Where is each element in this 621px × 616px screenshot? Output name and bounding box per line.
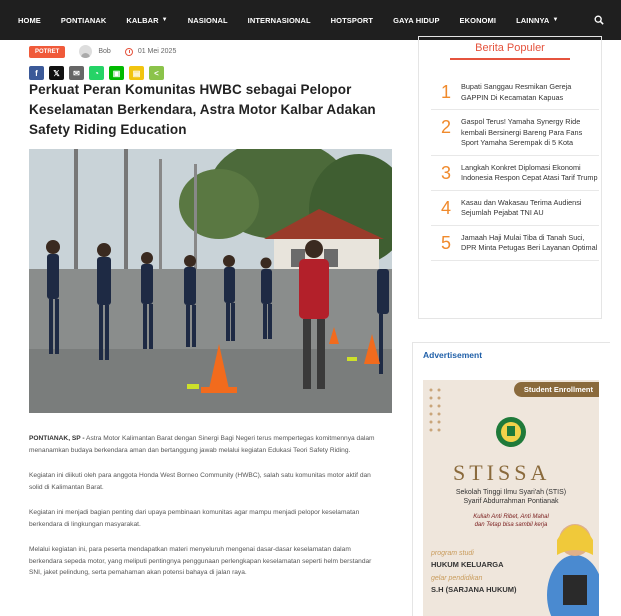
popular-item[interactable] (431, 110, 599, 156)
chevron-down-icon: ▼ (161, 17, 168, 23)
ad-degree-label: gelar pendidikan (431, 575, 483, 582)
line-icon: ▣ (112, 68, 121, 78)
popular-headline[interactable]: Jamaah Haji Mulai Tiba di Tanah Suci, DPR Minta Petugas Beri Layanan Optimal (461, 232, 598, 252)
nav-item-nasional[interactable]: NASIONAL (187, 15, 228, 25)
article-meta (29, 45, 176, 58)
article-body (29, 433, 384, 593)
clock-icon (125, 48, 133, 56)
share-email-button[interactable] (69, 66, 84, 80)
email-icon: ✉ (73, 68, 80, 78)
popular-news-widget (418, 36, 602, 319)
popular-headline[interactable]: Kasau dan Wakasau Terima Audiensi Sejumlah Pejabat TNI AU (461, 197, 582, 217)
nav-item-hotsport[interactable]: HOTSPORT (330, 15, 374, 25)
popular-headline[interactable]: Langkah Konkret Diplomasi Ekonomi Indonesia Respon Cepat Atasi Tarif Trump (461, 162, 598, 182)
popular-list (431, 75, 599, 261)
x-icon: 𝕏 (53, 68, 60, 78)
article-paragraph: Melalui kegiatan ini, para peserta mendapatkan materi menyeluruh mengenai dasar-dasar keselamatan dalam berkendara sepeda motor, yang meliputi pentingnya penggunaan perlengkapan keselamatan seperti helm berstandar SNI, jaket pelindung, serta pemahaman akan potensi bahaya di jalan raya. (29, 546, 372, 576)
share-share-button[interactable] (149, 66, 164, 80)
nav-items (18, 16, 579, 25)
article-photo (29, 149, 392, 413)
dateline: PONTIANAK, SP - (29, 435, 85, 442)
nav-item-lainnya[interactable]: LAINNYA ▼ (516, 15, 559, 25)
popular-item[interactable] (431, 75, 599, 110)
ad-brand: STISSA (453, 460, 551, 485)
ad-motto: Kuliah Anti Ribet, Anti Mahal dan Tetap bisa sambil kerja (473, 514, 549, 528)
share-x-button[interactable] (49, 66, 64, 80)
share-facebook-button[interactable] (29, 66, 44, 80)
author-avatar (79, 45, 92, 58)
ad-program: HUKUM KELUARGA (431, 560, 504, 569)
nav-item-gaya-hidup[interactable]: GAYA HIDUP (393, 15, 440, 25)
enrollment-tag: Student Enrollment (514, 382, 599, 397)
search-icon (594, 15, 604, 25)
share-buttons (29, 66, 169, 80)
popular-rank: 3 (440, 162, 451, 183)
advertisement-widget (412, 342, 610, 616)
nav-item-internasional[interactable]: INTERNASIONAL (247, 15, 311, 25)
search-button[interactable] (577, 0, 621, 40)
popular-title: Berita Populer (475, 42, 545, 54)
popular-rank: 5 (440, 232, 451, 253)
popular-rank: 2 (440, 117, 451, 137)
article-paragraph: Kegiatan ini diikuti oleh para anggota Honda West Borneo Community (HWBC), salah satu komunitas motor aktif dan solid di Kalimantan Barat. (29, 472, 371, 491)
popular-rank: 4 (440, 197, 451, 218)
share-icon: < (154, 68, 159, 78)
category-badge[interactable]: POTRET (29, 46, 65, 58)
popular-item[interactable] (431, 191, 599, 226)
share-whatsapp-button[interactable] (89, 66, 104, 80)
popular-rank: 1 (440, 82, 451, 102)
ad-program-label: program studi (431, 550, 474, 557)
advertisement-label: Advertisement (423, 350, 483, 360)
ad-degree: S.H (SARJANA HUKUM) (431, 585, 517, 594)
ad-subtitle: Sekolah Tinggi Ilmu Syari'ah (STIS) Syarif Abdurrahman Pontianak (455, 489, 567, 505)
popular-headline[interactable]: Gaspol Terus! Yamaha Synergy Ride kembali Bersinergi Bareng Para Fans Sport Yamaha Serempak di 5 Kota (461, 117, 583, 147)
publish-date: 01 Mei 2025 (137, 48, 177, 55)
article-paragraph: PONTIANAK, SP - Astra Motor Kalimantan Barat dengan Sinergi Bagi Negeri terus mempertegas komitmennya dalam menanamkan budaya berkendara aman dan bertanggung jawab melalui kegiatan Edukasi Teori Safety Riding. (29, 435, 375, 454)
author-name[interactable]: Bob (98, 48, 111, 55)
facebook-icon: f (35, 68, 38, 78)
nav-item-kalbar[interactable]: KALBAR ▼ (126, 15, 168, 25)
article-paragraph: Kegiatan ini menjadi bagian penting dari upaya pembinaan komunitas agar mampu menjadi pelopor keselamatan berkendara di lingkungan masyarakat. (29, 509, 360, 528)
popular-title-underline (450, 58, 570, 60)
popular-item[interactable] (431, 156, 599, 191)
chevron-down-icon: ▼ (552, 17, 559, 23)
sms-icon: ▤ (132, 68, 141, 78)
ad-banner[interactable] (423, 380, 599, 616)
share-line-button[interactable] (109, 66, 124, 80)
popular-item[interactable] (431, 226, 599, 261)
nav-item-pontianak[interactable]: PONTIANAK (60, 15, 107, 25)
main-navbar (0, 0, 621, 40)
whatsapp-icon: ◔ (94, 68, 99, 78)
nav-item-ekonomi[interactable]: EKONOMI (459, 15, 497, 25)
article-title: Perkuat Peran Komunitas HWBC sebagai Pelopor Keselamatan Berkendara, Astra Motor Kalbar Adakan Safety Riding Education (29, 82, 376, 137)
nav-item-home[interactable]: HOME (18, 15, 41, 25)
share-sms-button[interactable] (129, 66, 144, 80)
popular-headline[interactable]: Bupati Sanggau Resmikan Gereja GAPPIN Di Kecamatan Kapuas (461, 82, 572, 102)
